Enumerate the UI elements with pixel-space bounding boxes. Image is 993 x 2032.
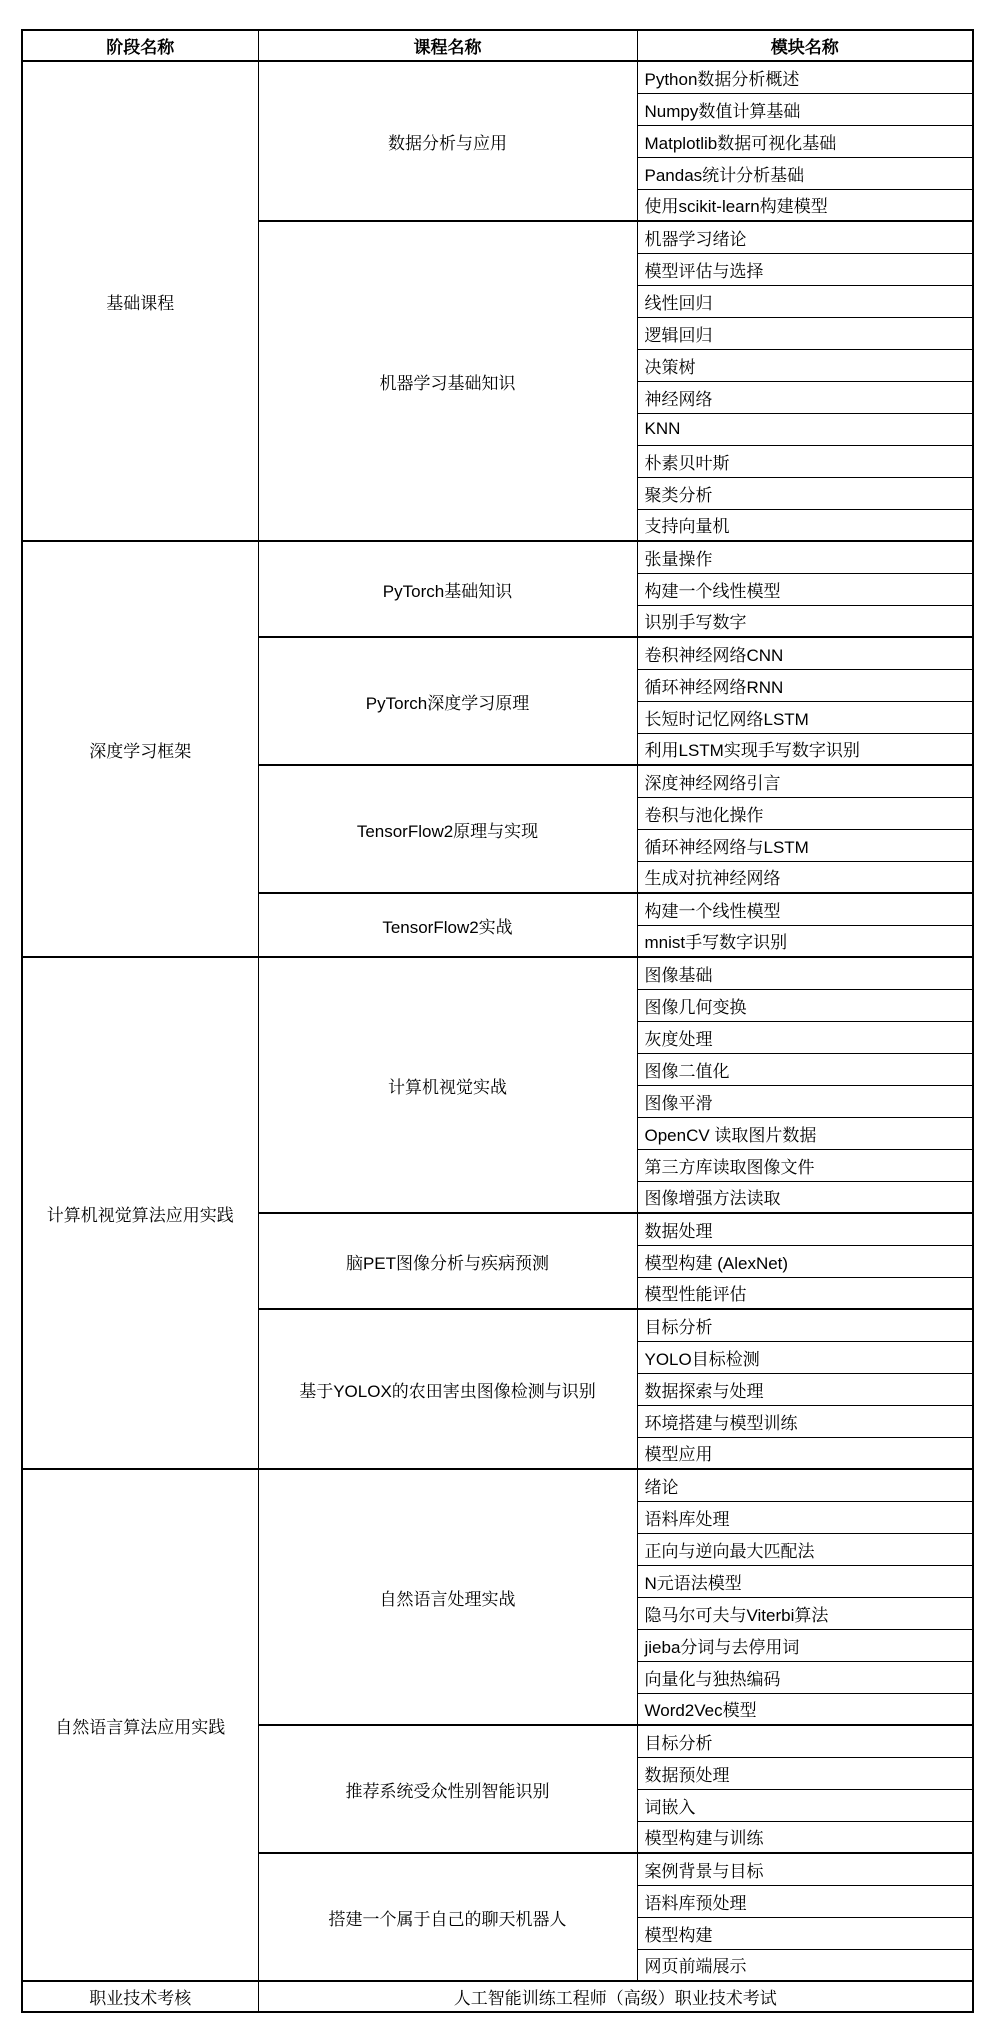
module-cell: 模型性能评估: [637, 1277, 973, 1309]
module-cell: KNN: [637, 413, 973, 445]
course-cell: 机器学习基础知识: [258, 221, 637, 541]
course-cell: TensorFlow2实战: [258, 893, 637, 957]
course-cell: 基于YOLOX的农田害虫图像检测与识别: [258, 1309, 637, 1469]
module-cell: 图像增强方法读取: [637, 1181, 973, 1213]
module-cell: 生成对抗神经网络: [637, 861, 973, 893]
course-cell: TensorFlow2原理与实现: [258, 765, 637, 893]
module-cell: 深度神经网络引言: [637, 765, 973, 797]
module-cell: 词嵌入: [637, 1789, 973, 1821]
module-cell: 模型构建: [637, 1917, 973, 1949]
module-cell: 图像几何变换: [637, 989, 973, 1021]
course-cell: 脑PET图像分析与疾病预测: [258, 1213, 637, 1309]
module-cell: 张量操作: [637, 541, 973, 573]
module-cell: Numpy数值计算基础: [637, 93, 973, 125]
module-cell: 模型应用: [637, 1437, 973, 1469]
module-cell: 朴素贝叶斯: [637, 445, 973, 477]
module-cell: 识别手写数字: [637, 605, 973, 637]
table-row: [22, 61, 973, 93]
module-cell: 线性回归: [637, 285, 973, 317]
module-cell: 灰度处理: [637, 1021, 973, 1053]
module-cell: 神经网络: [637, 381, 973, 413]
curriculum-table-body: [22, 61, 973, 2012]
module-cell: YOLO目标检测: [637, 1341, 973, 1373]
module-cell: Pandas统计分析基础: [637, 157, 973, 189]
module-cell: 数据预处理: [637, 1757, 973, 1789]
module-cell: 模型评估与选择: [637, 253, 973, 285]
exam-row: [22, 1981, 973, 2012]
module-cell: 语料库处理: [637, 1501, 973, 1533]
module-cell: 案例背景与目标: [637, 1853, 973, 1885]
module-cell: OpenCV 读取图片数据: [637, 1117, 973, 1149]
module-cell: 逻辑回归: [637, 317, 973, 349]
module-cell: 构建一个线性模型: [637, 573, 973, 605]
stage-cell: 计算机视觉算法应用实践: [22, 957, 258, 1469]
module-cell: mnist手写数字识别: [637, 925, 973, 957]
course-cell: 搭建一个属于自己的聊天机器人: [258, 1853, 637, 1981]
module-cell: 目标分析: [637, 1725, 973, 1757]
module-cell: N元语法模型: [637, 1565, 973, 1597]
module-cell: 使用scikit-learn构建模型: [637, 189, 973, 221]
module-cell: 绪论: [637, 1469, 973, 1501]
exam-stage-cell: 职业技术考核: [22, 1981, 258, 2012]
course-cell: 数据分析与应用: [258, 61, 637, 221]
module-cell: 支持向量机: [637, 509, 973, 541]
module-cell: 机器学习绪论: [637, 221, 973, 253]
module-cell: 模型构建与训练: [637, 1821, 973, 1853]
module-cell: Word2Vec模型: [637, 1693, 973, 1725]
module-cell: 循环神经网络RNN: [637, 669, 973, 701]
module-cell: 卷积神经网络CNN: [637, 637, 973, 669]
table-row: [22, 1469, 973, 1501]
course-cell: 推荐系统受众性别智能识别: [258, 1725, 637, 1853]
stage-cell: 基础课程: [22, 61, 258, 541]
module-cell: 向量化与独热编码: [637, 1661, 973, 1693]
module-cell: 网页前端展示: [637, 1949, 973, 1981]
course-cell: 计算机视觉实战: [258, 957, 637, 1213]
module-cell: 隐马尔可夫与Viterbi算法: [637, 1597, 973, 1629]
header-cell-course: 课程名称: [258, 30, 637, 61]
module-cell: 卷积与池化操作: [637, 797, 973, 829]
module-cell: 决策树: [637, 349, 973, 381]
module-cell: 图像基础: [637, 957, 973, 989]
module-cell: 数据探索与处理: [637, 1373, 973, 1405]
module-cell: 长短时记忆网络LSTM: [637, 701, 973, 733]
table-row: [22, 957, 973, 989]
module-cell: 聚类分析: [637, 477, 973, 509]
stage-cell: 深度学习框架: [22, 541, 258, 957]
stage-cell: 自然语言算法应用实践: [22, 1469, 258, 1981]
course-cell: 自然语言处理实战: [258, 1469, 637, 1725]
curriculum-table: [21, 29, 974, 2013]
module-cell: 利用LSTM实现手写数字识别: [637, 733, 973, 765]
module-cell: 模型构建 (AlexNet): [637, 1245, 973, 1277]
module-cell: Python数据分析概述: [637, 61, 973, 93]
course-cell: PyTorch深度学习原理: [258, 637, 637, 765]
module-cell: 数据处理: [637, 1213, 973, 1245]
module-cell: jieba分词与去停用词: [637, 1629, 973, 1661]
exam-content-cell: 人工智能训练工程师（高级）职业技术考试: [258, 1981, 973, 2012]
header-row: [22, 30, 973, 61]
header-cell-stage: 阶段名称: [22, 30, 258, 61]
module-cell: 语料库预处理: [637, 1885, 973, 1917]
module-cell: 正向与逆向最大匹配法: [637, 1533, 973, 1565]
module-cell: 环境搭建与模型训练: [637, 1405, 973, 1437]
header-cell-module: 模块名称: [637, 30, 973, 61]
module-cell: 图像二值化: [637, 1053, 973, 1085]
module-cell: 循环神经网络与LSTM: [637, 829, 973, 861]
table-row: [22, 541, 973, 573]
module-cell: Matplotlib数据可视化基础: [637, 125, 973, 157]
module-cell: 图像平滑: [637, 1085, 973, 1117]
module-cell: 第三方库读取图像文件: [637, 1149, 973, 1181]
module-cell: 目标分析: [637, 1309, 973, 1341]
module-cell: 构建一个线性模型: [637, 893, 973, 925]
course-cell: PyTorch基础知识: [258, 541, 637, 637]
